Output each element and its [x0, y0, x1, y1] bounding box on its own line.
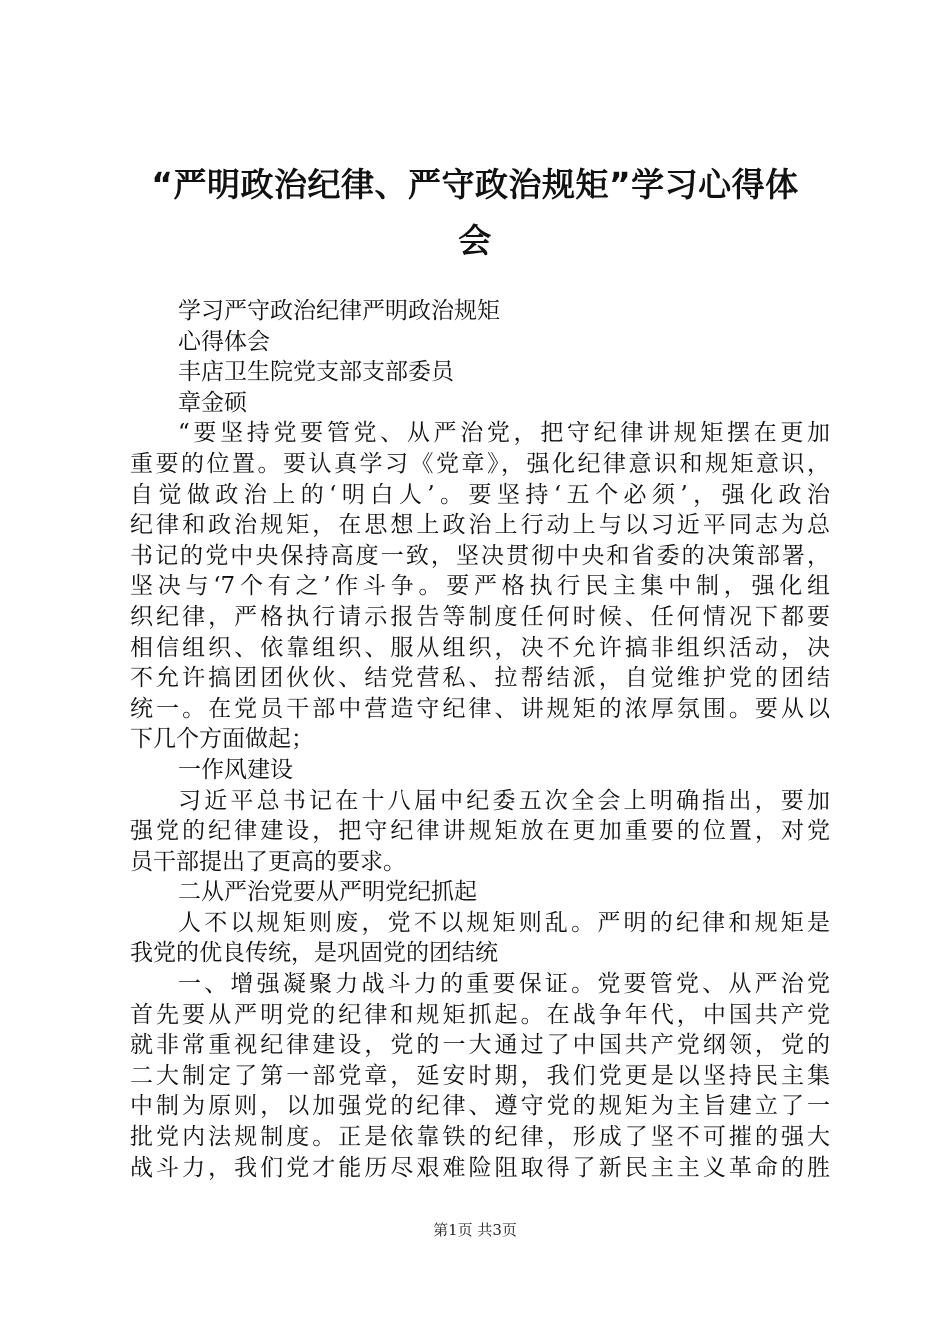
body-line: 自觉做政治上的‘明白人’。要坚持‘五个必须’，强化政治 — [130, 481, 830, 508]
body-line: 强党的纪律建设，把守纪律讲规矩放在更加重要的位置，对党 — [130, 818, 830, 845]
document-title — [110, 157, 840, 269]
body-line: 一作风建设 — [178, 756, 293, 783]
body-line: 不允许搞团团伙伙、结党营私、拉帮结派，自觉维护党的团结 — [130, 665, 830, 692]
body-line: 一、增强凝聚力战斗力的重要保证。党要管党、从严治党 — [178, 971, 830, 998]
body-line: 战斗力，我们党才能历尽艰难险阻取得了新民主主义革命的胜 — [130, 1154, 830, 1181]
body-line: 习近平总书记在十八届中纪委五次全会上明确指出，要加 — [178, 787, 830, 814]
body-line: 相信组织、依靠组织、服从组织，决不允许搞非组织活动，决 — [130, 634, 830, 661]
title-line-1: “严明政治纪律、严守政治规矩”学习心得体 — [151, 165, 799, 204]
body-line: “要坚持党要管党、从严治党，把守纪律讲规矩摆在更加 — [178, 420, 830, 447]
body-line: 坚决与‘7个有之’作斗争。要严格执行民主集中制，强化组 — [130, 573, 830, 600]
body-line: 首先要从严明党的纪律和规矩抓起。在战争年代，中国共产党 — [130, 1001, 830, 1028]
body-line: 二从严治党要从严明党纪抓起 — [178, 879, 477, 906]
title-line-2: 会 — [458, 221, 492, 260]
body-line: 就非常重视纪律建设，党的一大通过了中国共产党纲领，党的 — [130, 1032, 830, 1059]
body-line: 心得体会 — [178, 328, 270, 355]
body-line: 章金硕 — [178, 389, 247, 416]
body-line: 员干部提出了更高的要求。 — [130, 848, 406, 875]
document-body — [130, 296, 830, 1183]
body-line: 中制为原则，以加强党的纪律、遵守党的规矩为主旨建立了一 — [130, 1093, 830, 1120]
body-line: 织纪律，严格执行请示报告等制度任何时候、任何情况下都要 — [130, 603, 830, 630]
body-line: 我党的优良传统，是巩固党的团结统 — [130, 940, 498, 967]
body-line: 书记的党中央保持高度一致，坚决贯彻中央和省委的决策部署， — [130, 542, 830, 569]
body-line: 二大制定了第一部党章，延安时期，我们党更是以坚持民主集 — [130, 1062, 830, 1089]
body-line: 重要的位置。要认真学习《党章》，强化纪律意识和规矩意识， — [130, 450, 830, 477]
body-line: 统一。在党员干部中营造守纪律、讲规矩的浓厚氛围。要从以 — [130, 695, 830, 722]
body-line: 下几个方面做起； — [130, 726, 314, 753]
body-line: 学习严守政治纪律严明政治规矩 — [178, 298, 500, 324]
body-line: 批党内法规制度。正是依靠铁的纪律，形成了坚不可摧的强大 — [130, 1124, 830, 1151]
page-footer: 第1页 共3页 — [433, 1221, 517, 1239]
body-line: 丰店卫生院党支部支部委员 — [178, 359, 454, 386]
body-line: 纪律和政治规矩，在思想上政治上行动上与以习近平同志为总 — [130, 512, 830, 539]
body-line: 人不以规矩则废，党不以规矩则乱。严明的纪律和规矩是 — [178, 909, 830, 936]
